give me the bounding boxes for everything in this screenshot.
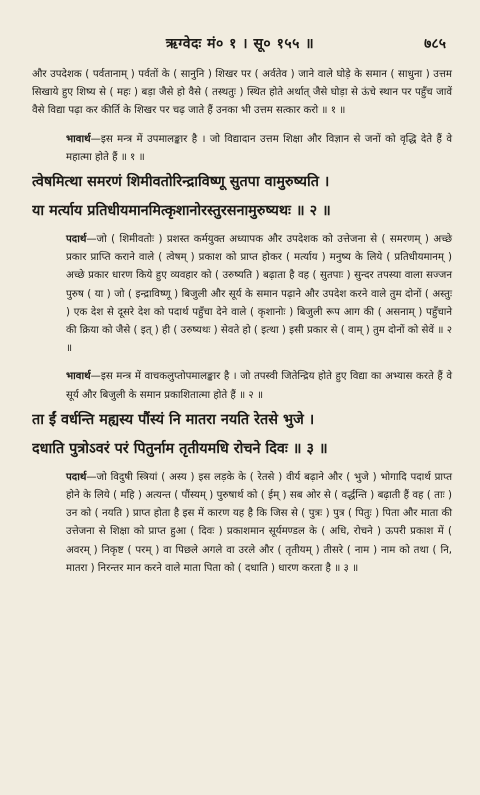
mantra-2-line-1: त्वेषमित्था समरणं शिमीवतोरिन्द्राविष्णू सुतपा वामुरुष्यति । [32,174,330,191]
mantra-3-line-1: ता ईं वर्धन्ति मह्यस्य पौंस्यं नि मातरा नयति रेतसे भुजे । [32,411,315,428]
page-number: ७८५ [424,36,446,52]
padarth-label: पदार्थ [66,471,87,483]
page-header [0,34,480,58]
padarth-continuation: और उपदेशक ( पर्वतानाम् ) पर्वतों के ( सानुनि ) शिखर पर ( अर्वतेव ) जाने वाले घोड़े के समान ( साधुना ) उत्तम सिखाये हुए शिष्य से ( महः ) बड़ा जैसे हो वैसे ( तस्थतुः ) स्थित होते अर्थात् जैसे घोड़ा से ऊंचे स्थान पर पहुँच जावें वैसे विद्या पढ़ा कर कीर्ति के शिखर पर चढ़ जाते हैं उनका भी उत्तम सत्कार करो ॥ १ ॥ [32,69,452,117]
bhavarth-2 [32,368,452,404]
padarth-text: —जो ( शिमीवतोः ) प्रशस्त कर्मयुक्त अध्यापक और उपदेशक को उत्तेजना से ( समरणम् ) अच्छे प्रकार प्राप्ति कराने वाले ( त्वेषम् ) प्रकाश को प्राप्त होकर ( मर्त्याय ) मनुष्य के लिये ( प्रतिधीयमानम् ) अच्छे प्रकार धारण किये हुए व्यवहार को ( उरुष्यति ) बढ़ाता है वह ( सुतपाः ) सुन्दर तपस्या वाला सज्जन पुरुष ( या ) जो ( इन्द्राविष्णू ) बिजुली और सूर्य के समान पढ़ाने और उपदेश करने वाले तुम दोनों ( अस्तुः ) एक देश से दूसरे देश को पदार्थ पहुँचा देने वाले ( कृशानोः ) बिजुली रूप आग की ( असनाम् ) पहुँचाने की क्रिया को जैसे ( इत् ) ही ( उरुष्यथः ) सेवते हो ( इत्था ) इसी प्रकार से ( वाम् ) तुम दोनों को सेवें ॥ २ ॥ [66,234,452,355]
mantra-3-line-2: दधाति पुत्रोऽवरं परं पितुर्नाम तृतीयमधि रोचने दिवः ॥ ३ ॥ [32,440,328,457]
mantra-2-line-2: या मर्त्याय प्रतिधीयमानमित्कृशानोरस्तुरसनामुरुष्यथः ॥ २ ॥ [32,203,331,220]
bhavarth-label: भावार्थ [66,371,91,383]
padarth-label: पदार्थ [66,234,87,246]
bhavarth-1 [32,131,452,167]
padarth-text: —जो विदुषी स्त्रियां ( अस्य ) इस लड़के के ( रेतसे ) वीर्य बढ़ाने और ( भुजे ) भोगादि पदार्थ प्राप्त होने के लिये ( महि ) अत्यन्त ( पौंस्यम् ) पुरुषार्थ को ( ईम् ) सब ओर से ( वर्द्धन्ति ) बढ़ाती हैं वह ( ताः ) उन को ( नयति ) प्राप्त होता है इस में कारण यह है कि जिस से ( पुत्रः ) पुत्र ( पितुः ) पिता और माता की उत्तेजना से शिक्षा को प्राप्त हुआ ( दिवः ) प्रकाशमान सूर्यमण्डल के ( अधि, रोचने ) ऊपरी प्रकाश में ( अवरम् ) निकृष्ट ( परम् ) वा पिछले अगले वा उरले और ( तृतीयम् ) तीसरे ( नाम ) नाम को तथा ( नि, मातरा ) निरन्तर मान करने वाले माता पिता को ( दधाति ) धारण करता है ॥ ३ ॥ [66,471,452,574]
page-body [32,66,452,578]
bhavarth-text: —इस मन्त्र में उपमालङ्कार है । जो विद्यादान उत्तम शिक्षा और विज्ञान से जनों को वृद्धि देते हैं वे महात्मा होते हैं ॥ १ ॥ [66,133,452,163]
padarth-3 [32,469,452,578]
padarth-2 [32,231,452,358]
bhavarth-label: भावार्थ [66,133,91,145]
bhavarth-text: —इस मन्त्र में वाचकलुप्तोपमालङ्कार है । जो तपस्वी जितेन्द्रिय होते हुए विद्या का अभ्यास करते हैं वे सूर्य और बिजुली के समान प्रकाशितात्मा होते हैं ॥ २ ॥ [66,371,452,401]
running-title: ऋग्वेदः मं० १ । सू० १५५ ॥ [165,36,315,52]
